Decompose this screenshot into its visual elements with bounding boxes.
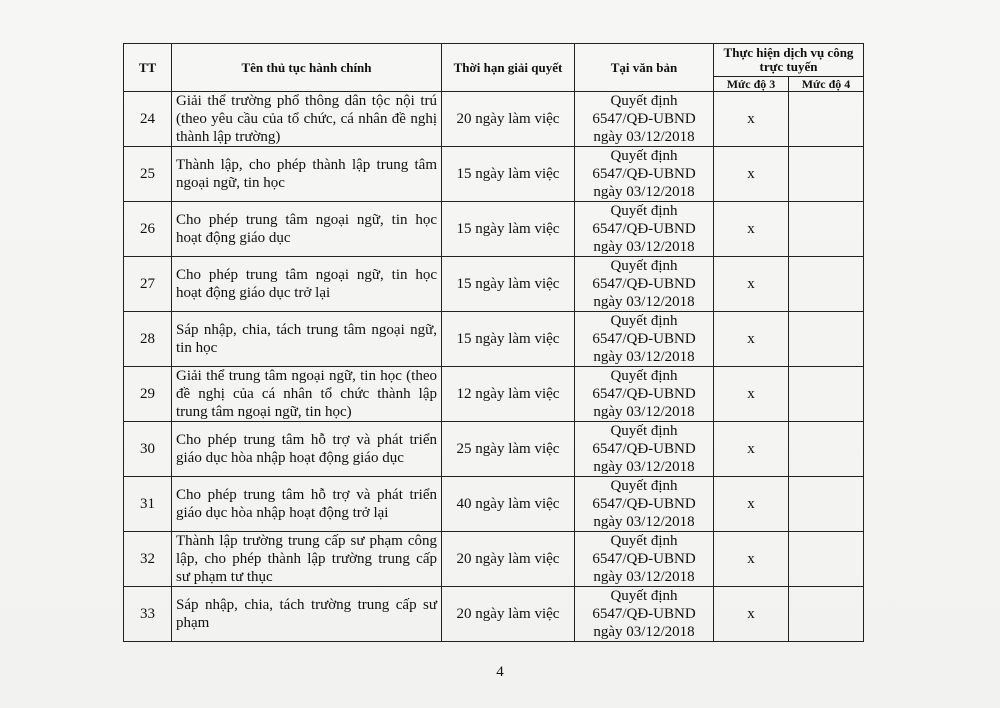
level4-mark bbox=[789, 422, 864, 477]
legal-document bbox=[575, 92, 714, 147]
processing-time: 12 ngày làm việc bbox=[442, 367, 575, 422]
legal-document-line: Quyết định bbox=[610, 148, 678, 164]
legal-document-line: Quyết định bbox=[610, 93, 678, 109]
procedure-name: Cho phép trung tâm hỗ trợ và phát triển giáo dục hòa nhập hoạt động trở lại bbox=[172, 477, 442, 532]
legal-document-line: Quyết định bbox=[610, 423, 678, 439]
level3-mark: x bbox=[714, 257, 789, 312]
level4-mark bbox=[789, 92, 864, 147]
legal-document-line: Quyết định bbox=[610, 368, 678, 384]
legal-document-line: 6547/QĐ-UBND bbox=[592, 166, 696, 182]
processing-time: 25 ngày làm việc bbox=[442, 422, 575, 477]
legal-document-line: 6547/QĐ-UBND bbox=[592, 331, 696, 347]
legal-document-line: ngày 03/12/2018 bbox=[593, 569, 695, 585]
table-row bbox=[124, 367, 864, 422]
legal-document-line: 6547/QĐ-UBND bbox=[592, 386, 696, 402]
table-row bbox=[124, 532, 864, 587]
legal-document-line: Quyết định bbox=[610, 588, 678, 604]
level3-mark: x bbox=[714, 92, 789, 147]
table-body bbox=[124, 92, 864, 642]
legal-document-line: ngày 03/12/2018 bbox=[593, 129, 695, 145]
procedure-name: Sáp nhập, chia, tách trường trung cấp sư phạm bbox=[172, 587, 442, 642]
header-name: Tên thủ tục hành chính bbox=[172, 44, 442, 92]
procedure-name: Sáp nhập, chia, tách trung tâm ngoại ngữ, tin học bbox=[172, 312, 442, 367]
processing-time: 20 ngày làm việc bbox=[442, 532, 575, 587]
table-row bbox=[124, 202, 864, 257]
row-number: 24 bbox=[124, 92, 172, 147]
legal-document bbox=[575, 532, 714, 587]
table-row bbox=[124, 257, 864, 312]
table-row bbox=[124, 92, 864, 147]
legal-document-line: Quyết định bbox=[610, 478, 678, 494]
page-number: 4 bbox=[496, 664, 504, 680]
level3-mark: x bbox=[714, 587, 789, 642]
legal-document bbox=[575, 587, 714, 642]
table-row bbox=[124, 422, 864, 477]
legal-document-line: 6547/QĐ-UBND bbox=[592, 441, 696, 457]
level4-mark bbox=[789, 367, 864, 422]
level3-mark: x bbox=[714, 147, 789, 202]
legal-document bbox=[575, 367, 714, 422]
header-online: Thực hiện dịch vụ công trực tuyến bbox=[714, 44, 864, 77]
legal-document bbox=[575, 312, 714, 367]
procedure-name: Cho phép trung tâm ngoại ngữ, tin học hoạt động giáo dục trở lại bbox=[172, 257, 442, 312]
legal-document-line: ngày 03/12/2018 bbox=[593, 404, 695, 420]
row-number: 28 bbox=[124, 312, 172, 367]
legal-document-line: ngày 03/12/2018 bbox=[593, 514, 695, 530]
procedure-name: Thành lập trường trung cấp sư phạm công lập, cho phép thành lập trường trung cấp sư phạm tư thục bbox=[172, 532, 442, 587]
level4-mark bbox=[789, 257, 864, 312]
processing-time: 20 ngày làm việc bbox=[442, 92, 575, 147]
table-row bbox=[124, 312, 864, 367]
legal-document bbox=[575, 422, 714, 477]
legal-document-line: ngày 03/12/2018 bbox=[593, 239, 695, 255]
legal-document bbox=[575, 477, 714, 532]
level3-mark: x bbox=[714, 367, 789, 422]
level4-mark bbox=[789, 532, 864, 587]
header-level4: Mức độ 4 bbox=[789, 77, 864, 92]
legal-document-line: 6547/QĐ-UBND bbox=[592, 111, 696, 127]
level4-mark bbox=[789, 312, 864, 367]
header-level3: Mức độ 3 bbox=[714, 77, 789, 92]
processing-time: 20 ngày làm việc bbox=[442, 587, 575, 642]
legal-document bbox=[575, 202, 714, 257]
header-time: Thời hạn giải quyết bbox=[442, 44, 575, 92]
procedure-name: Cho phép trung tâm ngoại ngữ, tin học hoạt động giáo dục bbox=[172, 202, 442, 257]
procedures-table bbox=[123, 43, 864, 642]
processing-time: 15 ngày làm việc bbox=[442, 147, 575, 202]
row-number: 32 bbox=[124, 532, 172, 587]
level4-mark bbox=[789, 202, 864, 257]
legal-document-line: ngày 03/12/2018 bbox=[593, 349, 695, 365]
legal-document-line: ngày 03/12/2018 bbox=[593, 294, 695, 310]
row-number: 29 bbox=[124, 367, 172, 422]
level4-mark bbox=[789, 147, 864, 202]
header-tt: TT bbox=[124, 44, 172, 92]
procedure-name: Giải thể trường phổ thông dân tộc nội trú (theo yêu cầu của tổ chức, cá nhân đề nghị thành lập trường) bbox=[172, 92, 442, 147]
processing-time: 15 ngày làm việc bbox=[442, 312, 575, 367]
legal-document-line: 6547/QĐ-UBND bbox=[592, 276, 696, 292]
level3-mark: x bbox=[714, 422, 789, 477]
row-number: 33 bbox=[124, 587, 172, 642]
level3-mark: x bbox=[714, 202, 789, 257]
legal-document-line: ngày 03/12/2018 bbox=[593, 459, 695, 475]
table-row bbox=[124, 477, 864, 532]
legal-document-line: ngày 03/12/2018 bbox=[593, 624, 695, 640]
row-number: 27 bbox=[124, 257, 172, 312]
legal-document bbox=[575, 257, 714, 312]
row-number: 25 bbox=[124, 147, 172, 202]
level4-mark bbox=[789, 477, 864, 532]
procedure-name: Giải thể trung tâm ngoại ngữ, tin học (theo đề nghị của cá nhân tổ chức thành lập trung tâm ngoại ngữ, tin học) bbox=[172, 367, 442, 422]
legal-document-line: Quyết định bbox=[610, 258, 678, 274]
legal-document bbox=[575, 147, 714, 202]
legal-document-line: Quyết định bbox=[610, 203, 678, 219]
legal-document-line: Quyết định bbox=[610, 533, 678, 549]
legal-document-line: 6547/QĐ-UBND bbox=[592, 221, 696, 237]
legal-document-line: 6547/QĐ-UBND bbox=[592, 606, 696, 622]
level3-mark: x bbox=[714, 312, 789, 367]
legal-document-line: Quyết định bbox=[610, 313, 678, 329]
table-row bbox=[124, 587, 864, 642]
row-number: 30 bbox=[124, 422, 172, 477]
procedure-name: Cho phép trung tâm hỗ trợ và phát triển giáo dục hòa nhập hoạt động giáo dục bbox=[172, 422, 442, 477]
table-row bbox=[124, 147, 864, 202]
level3-mark: x bbox=[714, 477, 789, 532]
level3-mark: x bbox=[714, 532, 789, 587]
processing-time: 15 ngày làm việc bbox=[442, 202, 575, 257]
procedure-name: Thành lập, cho phép thành lập trung tâm ngoại ngữ, tin học bbox=[172, 147, 442, 202]
level4-mark bbox=[789, 587, 864, 642]
header-doc: Tại văn bản bbox=[575, 44, 714, 92]
row-number: 31 bbox=[124, 477, 172, 532]
legal-document-line: 6547/QĐ-UBND bbox=[592, 496, 696, 512]
legal-document-line: ngày 03/12/2018 bbox=[593, 184, 695, 200]
legal-document-line: 6547/QĐ-UBND bbox=[592, 551, 696, 567]
processing-time: 15 ngày làm việc bbox=[442, 257, 575, 312]
processing-time: 40 ngày làm việc bbox=[442, 477, 575, 532]
table-header-row bbox=[124, 44, 864, 77]
row-number: 26 bbox=[124, 202, 172, 257]
